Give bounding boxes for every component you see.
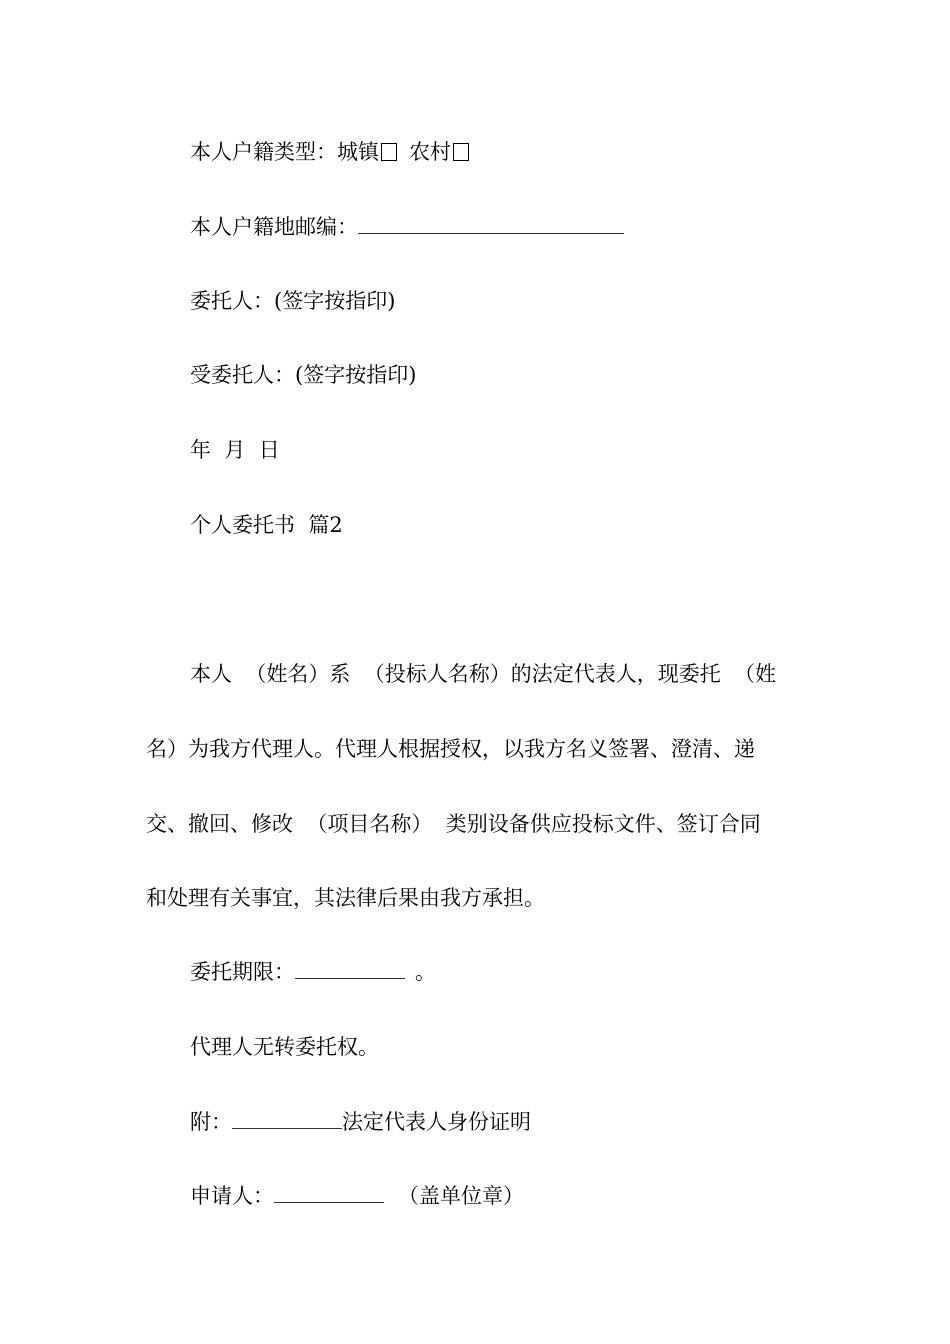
body-line-1: 本人 （姓名）系 （投标人名称）的法定代表人，现委托 （姓 [190,662,777,686]
principal-signature-line: 委托人：(签字按指印) [190,289,396,313]
body-line-3: 交、撤回、修改 （项目名称） 类别设备供应投标文件、签订合同 [146,812,761,836]
applicant-label: 申请人： [190,1184,274,1208]
agent-signature-line: 受委托人：(签字按指印) [190,363,417,387]
attachment-line [190,1107,531,1137]
applicant-blank[interactable] [274,1182,384,1203]
attachment-label: 附： [190,1110,232,1134]
applicant-suffix: （盖单位章） [398,1184,524,1208]
body-line-4: 和处理有关事宜，其法律后果由我方承担。 [146,886,545,910]
term-blank[interactable] [295,958,405,979]
body-line-2: 名）为我方代理人。代理人根据授权，以我方名义签署、澄清、递 [146,737,755,761]
term-line [190,957,436,987]
rural-checkbox[interactable] [453,143,469,161]
attachment-blank[interactable] [232,1108,342,1129]
urban-checkbox[interactable] [381,143,397,161]
postcode-blank[interactable] [358,213,624,234]
section-title: 个人委托书 篇2 [190,513,343,537]
household-type-label: 本人户籍类型： [190,140,337,164]
term-suffix: 。 [415,960,436,984]
applicant-line [190,1181,524,1211]
date-line: 年 月 日 [190,438,280,462]
urban-option-label: 城镇 [337,140,379,164]
rural-option-label: 农村 [409,140,451,164]
attachment-suffix: 法定代表人身份证明 [342,1110,531,1134]
no-subdelegation-line: 代理人无转委托权。 [190,1035,379,1059]
term-label: 委托期限： [190,960,295,984]
postcode-label: 本人户籍地邮编： [190,215,358,239]
household-type-line [190,137,469,167]
postcode-line [190,212,624,242]
